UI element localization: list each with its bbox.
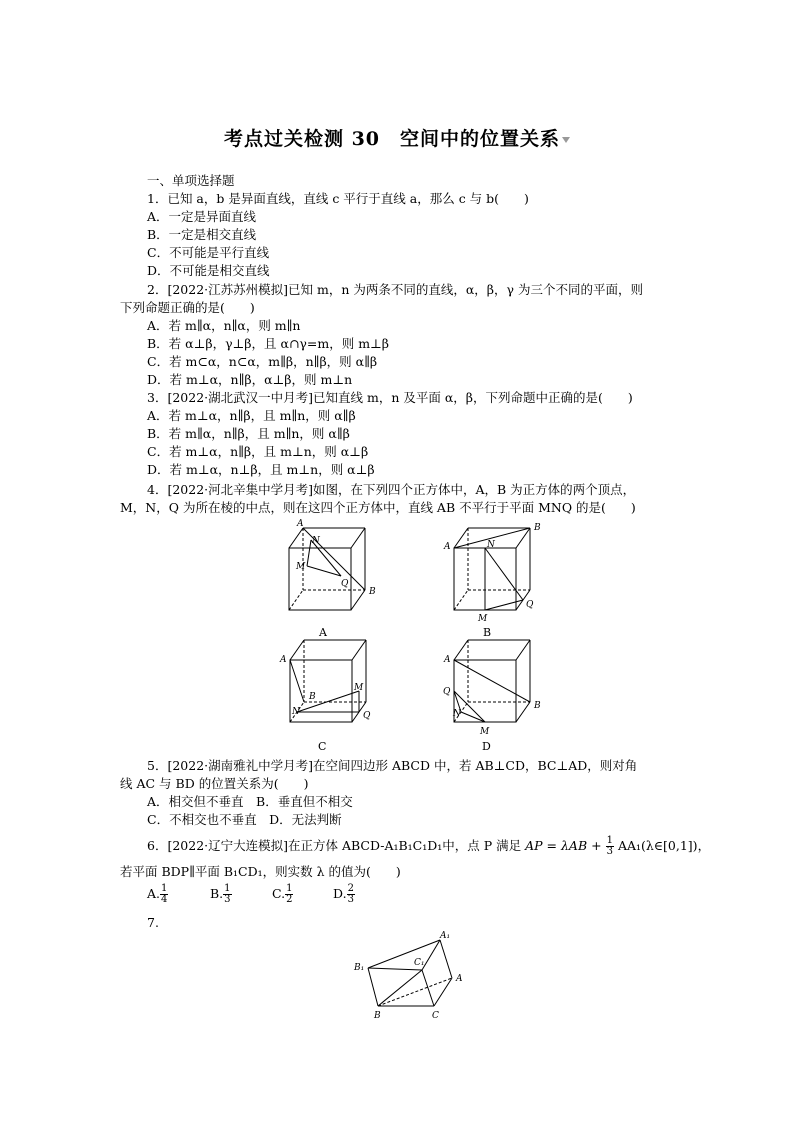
q6-option-a: [147, 884, 168, 905]
q6-stem-line2: 若平面 BDP∥平面 B₁CD₁，则实数 λ 的值为( ): [120, 864, 401, 879]
page-title: [0, 124, 794, 151]
q6-option-b: [210, 884, 232, 905]
cube-c-label-m: M: [354, 683, 364, 693]
q6-option-b-label: B.: [210, 886, 224, 901]
prism-svg: [350, 928, 480, 1023]
q3-option-c: C．若 m⊥α，n∥β，且 m⊥n，则 α⊥β: [147, 444, 369, 459]
q6-stem-line1: [147, 836, 710, 857]
q1-stem: 1．已知 a，b 是异面直线，直线 c 平行于直线 a，那么 c 与 b( ): [147, 191, 529, 206]
prism-label-c: C: [432, 1011, 439, 1021]
q3-option-a: A．若 m⊥α，n∥β，且 m∥n，则 α∥β: [147, 408, 356, 423]
q6-stem-part1: 6．[2022·辽宁大连模拟]在正方体 ABCD-A₁B₁C₁D₁中，点 P 满足: [147, 838, 522, 853]
figure-a-caption: A: [319, 626, 327, 639]
q4-figure-a: [283, 518, 393, 646]
q5-stem-line1: 5．[2022·湖南雅礼中学月考]在空间四边形 ABCD 中，若 AB⊥CD，BC⊥AD，则对角: [147, 758, 638, 773]
q6-vector-expr: AP = λAB +: [525, 838, 602, 853]
q6-stem-part3: AA₁(λ∈[0,1])，: [617, 838, 711, 853]
cube-a-label-b: B: [369, 587, 376, 597]
q6-b-den: 3: [224, 894, 231, 905]
q6-option-a-frac: [160, 884, 168, 905]
q4-figure-c: [278, 636, 388, 760]
prism-label-b: B: [374, 1011, 381, 1021]
cube-a-svg: [283, 518, 393, 642]
prism-label-b1: B₁: [354, 963, 365, 973]
q6-a-num: 1: [161, 883, 168, 894]
figure-d-caption: D: [482, 740, 491, 753]
q4-figure-b: [442, 518, 552, 646]
cube-a-label-q: Q: [341, 579, 349, 589]
cube-b-label-m: M: [478, 614, 488, 624]
q6-frac-num: 1: [606, 835, 613, 846]
q2-option-d: D．若 m⊥α，n∥β，α⊥β，则 m⊥n: [147, 372, 353, 387]
cube-d-label-m: M: [480, 727, 490, 737]
cube-c-label-b: B: [309, 692, 316, 702]
cube-c-label-q: Q: [363, 711, 371, 721]
cube-d-svg: [440, 636, 550, 756]
q1-option-b: B．一定是相交直线: [147, 227, 257, 242]
cube-a-label-n: N: [312, 536, 320, 546]
q1-option-c: C．不可能是平行直线: [147, 245, 270, 260]
cube-b-label-b: B: [534, 523, 541, 533]
cube-d-label-b: B: [534, 701, 541, 711]
q5-options-row1: A．相交但不垂直 B．垂直但不相交: [147, 794, 353, 809]
cube-a-label-m: M: [296, 562, 306, 572]
q2-stem-line1: 2．[2022·江苏苏州模拟]已知 m，n 为两条不同的直线，α，β，γ 为三个不同的平面，则: [147, 282, 643, 297]
cube-b-label-a: A: [444, 542, 451, 552]
q3-option-b: B．若 m∥α，n∥β，且 m∥n，则 α∥β: [147, 426, 350, 441]
prism-label-a: A: [456, 974, 463, 984]
prism-label-c1: C₁: [414, 958, 425, 968]
q1-option-a: A．一定是异面直线: [147, 209, 257, 224]
q6-frac-den: 3: [606, 846, 613, 857]
q4-figure-d: [440, 636, 550, 760]
q6-option-d-label: D.: [333, 886, 347, 901]
q2-option-a: A．若 m∥α，n∥α，则 m∥n: [147, 318, 301, 333]
q4-stem-line1: 4．[2022·河北辛集中学月考]如图，在下列四个正方体中，A，B 为正方体的两个顶点，: [147, 482, 636, 497]
q6-option-c-label: C.: [272, 886, 286, 901]
cube-c-label-a: A: [280, 655, 287, 665]
q7-stem: 7.: [147, 915, 159, 930]
cube-c-label-n: N: [292, 707, 300, 717]
q6-fraction: [606, 836, 614, 857]
cube-d-label-n: N: [453, 709, 461, 719]
q5-options-row2: C．不相交也不垂直 D．无法判断: [147, 812, 342, 827]
q6-option-b-frac: [223, 884, 231, 905]
cube-a-label-a: A: [297, 519, 304, 529]
q6-c-num: 1: [286, 883, 293, 894]
q6-option-d: [333, 884, 355, 905]
q6-option-a-label: A.: [147, 886, 161, 901]
figure-b-caption: B: [483, 626, 492, 639]
q6-option-c: [272, 884, 293, 905]
q6-option-c-frac: [285, 884, 293, 905]
q3-option-d: D．若 m⊥α，n⊥β，且 m⊥n，则 α⊥β: [147, 462, 375, 477]
cube-b-label-n: N: [487, 540, 495, 550]
q7-prism-figure: [350, 928, 480, 1027]
q6-d-den: 3: [347, 894, 354, 905]
cube-d-label-a: A: [444, 655, 451, 665]
q2-stem-line2: 下列命题正确的是( ): [120, 300, 255, 315]
q6-c-den: 2: [286, 894, 293, 905]
q4-stem-line2: M，N，Q 为所在棱的中点，则在这四个正方体中，直线 AB 不平行于平面 MNQ 的是( ): [120, 500, 636, 515]
title-text: 考点过关检测 30 空间中的位置关系: [223, 128, 561, 150]
figure-c-caption: C: [318, 740, 327, 753]
dropdown-marker-icon: [562, 137, 570, 143]
q2-option-c: C．若 m⊂α，n⊂α，m∥β，n∥β，则 α∥β: [147, 354, 378, 369]
prism-label-a1: A₁: [440, 931, 451, 941]
q6-option-d-frac: [347, 884, 355, 905]
q6-b-num: 1: [224, 883, 231, 894]
q6-d-num: 2: [347, 883, 354, 894]
cube-d-label-q: Q: [443, 687, 451, 697]
q6-a-den: 4: [161, 894, 168, 905]
q2-option-b: B．若 α⊥β，γ⊥β，且 α∩γ=m，则 m⊥β: [147, 336, 390, 351]
cube-b-label-q: Q: [526, 600, 534, 610]
q5-stem-line2: 线 AC 与 BD 的位置关系为( ): [120, 776, 309, 791]
q3-stem: 3．[2022·湖北武汉一中月考]已知直线 m，n 及平面 α，β，下列命题中正确的是( ): [147, 390, 633, 405]
q1-option-d: D．不可能是相交直线: [147, 263, 270, 278]
cube-b-svg: [442, 518, 552, 642]
section-heading: 一、单项选择题: [147, 173, 235, 188]
cube-c-svg: [278, 636, 388, 756]
